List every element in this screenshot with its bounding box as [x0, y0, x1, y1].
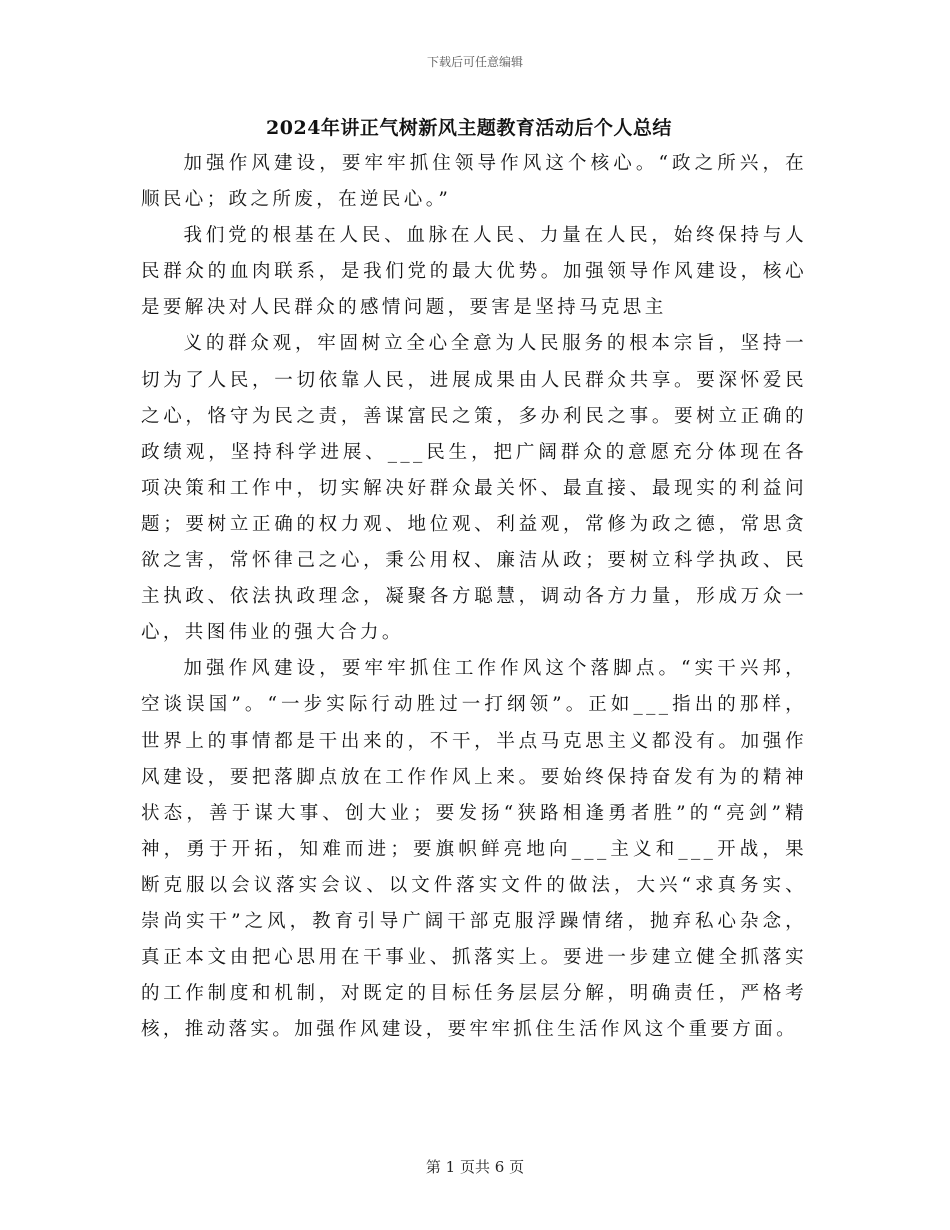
- page-number: 第 1 页共 6 页: [425, 1158, 525, 1176]
- header-note: 下载后可任意编辑: [426, 55, 523, 69]
- paragraph-3: 义的群众观，牢固树立全心全意为人民服务的根本宗旨，坚持一切为了人民，一切依靠人民，进展成果由人民群众共享。要深怀爱民之心，恪守为民之责，善谋富民之策，多办利民之事。要树立正确的政绩观，坚持科学进展、___民生，把广阔群众的意愿充分体现在各项决策和工作中，切实解决好群众最关怀、最直接、最现实的利益问题；要树立正确的权力观、地位观、利益观，常修为政之德，常思贪欲之害，常怀律己之心，秉公用权、廉洁从政；要树立科学执政、民主执政、依法执政理念，凝聚各方聪慧，调动各方力量，形成万众一心，共图伟业的强大合力。: [141, 333, 807, 644]
- paragraph-4: 加强作风建设，要牢牢抓住工作作风这个落脚点。“实干兴邦，空谈误国”。“一步实际行动胜过一打纲领”。正如___指出的那样，世界上的事情都是干出来的，不干，半点马克思主义都没有。加强作风建设，要把落脚点放在工作作风上来。要始终保持奋发有为的精神状态，善于谋大事、创大业；要发扬“狭路相逢勇者胜”的“亮剑”精神，勇于开拓，知难而进；要旗帜鲜亮地向___主义和___开战，果断克服以会议落实会议、以文件落实文件的做法，大兴“求真务实、崇尚实干”之风，教育引导广阔干部克服浮躁情绪，抛弃私心杂念，真正本文由把心思用在干事业、抓落实上。要进一步建立健全抓落实的工作制度和机制，对既定的目标任务层层分解，明确责任，严格考核，推动落实。加强作风建设，要牢牢抓住生活作风这个重要方面。: [141, 658, 807, 1041]
- paragraph-1: 加强作风建设，要牢牢抓住领导作风这个核心。“政之所兴，在顺民心；政之所废，在逆民心。”: [141, 153, 807, 211]
- paragraph-2: 我们党的根基在人民、血脉在人民、力量在人民，始终保持与人民群众的血肉联系，是我们党的最大优势。加强领导作风建设，核心是要解决对人民群众的感情问题，要害是坚持马克思主: [141, 225, 807, 319]
- document-body: [141, 146, 807, 1048]
- document-title: 2024年讲正气树新风主题教育活动后个人总结: [266, 117, 672, 139]
